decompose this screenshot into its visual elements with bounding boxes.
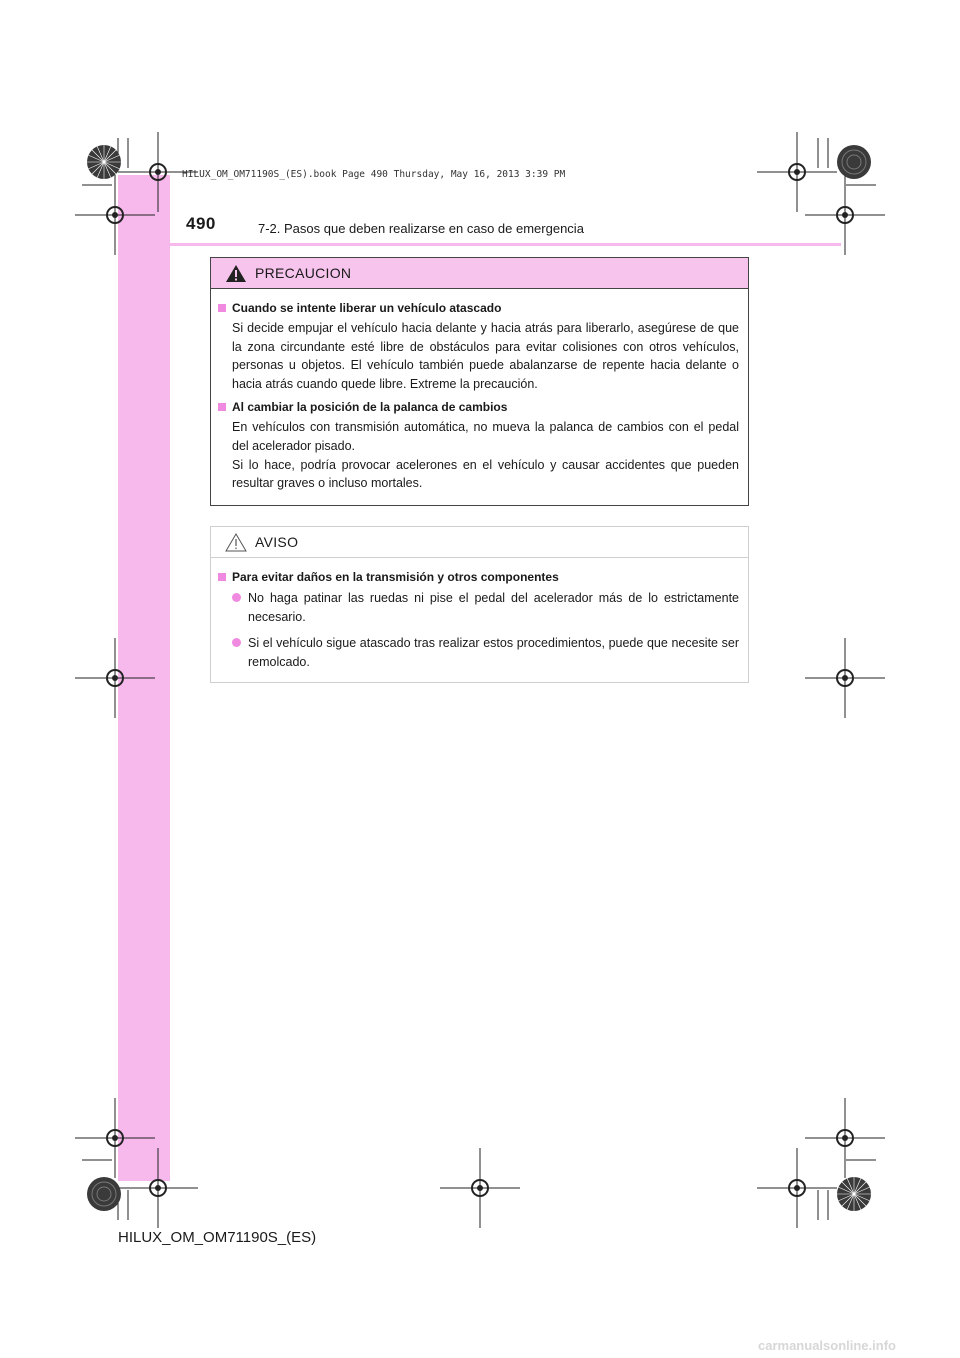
warning-item-text: Si decide empujar el vehículo hacia delante y hacia atrás para liberarlo, asegúrese de que la zona circundante esté libre de obstáculos para evitar colisiones con otros vehículos, personas u objetos. El vehículo también puede abalanzarse de repente hacia delante o hacia atrás cuando quede libre. Extreme la precaución. xyxy=(232,321,739,391)
watermark: carmanualsonline.info xyxy=(758,1338,896,1353)
list-item: Si el vehículo sigue atascado tras realizar estos procedimientos, puede que necesite ser remolcado. xyxy=(218,634,739,672)
notice-box-header xyxy=(211,527,748,558)
square-bullet-icon xyxy=(218,304,226,312)
registration-target-icon xyxy=(805,1098,885,1178)
circle-bullet-icon xyxy=(232,638,241,647)
section-title: 7-2. Pasos que deben realizarse en caso de emergencia xyxy=(258,221,584,236)
notice-box xyxy=(210,526,749,683)
registration-target-icon xyxy=(75,638,155,718)
registration-target-icon xyxy=(805,175,885,255)
sunburst-mark-icon xyxy=(86,144,122,180)
warning-box-title: PRECAUCION xyxy=(255,265,352,281)
notice-item-heading: Para evitar daños en la transmisión y otros componentes xyxy=(218,570,739,584)
warning-box xyxy=(210,257,749,506)
list-item: No haga patinar las ruedas ni pise el pedal del acelerador más de lo estrictamente necesario. xyxy=(218,589,739,627)
page-number: 490 xyxy=(186,214,216,233)
warning-item-heading: Cuando se intente liberar un vehículo atascado xyxy=(218,301,739,315)
warning-item-text: Si lo hace, podría provocar acelerones en el vehículo y causar accidentes que pueden resultar graves o incluso mortales. xyxy=(232,457,739,491)
sunburst-mark-icon xyxy=(836,144,872,180)
registration-target-icon xyxy=(118,1148,198,1228)
footer-document-code: HILUX_OM_OM71190S_(ES) xyxy=(118,1229,317,1246)
circle-bullet-icon xyxy=(232,593,241,602)
warning-item-heading: Al cambiar la posición de la palanca de cambios xyxy=(218,400,739,414)
notice-box-title: AVISO xyxy=(255,534,299,550)
warning-item-text: En vehículos con transmisión automática, no mueva la palanca de cambios con el pedal del acelerador pisado. xyxy=(232,420,739,453)
square-bullet-icon xyxy=(218,403,226,411)
print-imprint: HILUX_OM_OM71190S_(ES).book Page 490 Thursday, May 16, 2013 3:39 PM xyxy=(182,169,566,180)
registration-target-icon xyxy=(805,638,885,718)
square-bullet-icon xyxy=(218,573,226,581)
sunburst-mark-icon xyxy=(86,1176,122,1212)
sunburst-mark-icon xyxy=(836,1176,872,1212)
registration-target-icon xyxy=(440,1148,520,1228)
caution-triangle-icon xyxy=(225,533,247,552)
warning-box-header xyxy=(211,258,748,289)
warning-triangle-icon xyxy=(225,264,247,283)
